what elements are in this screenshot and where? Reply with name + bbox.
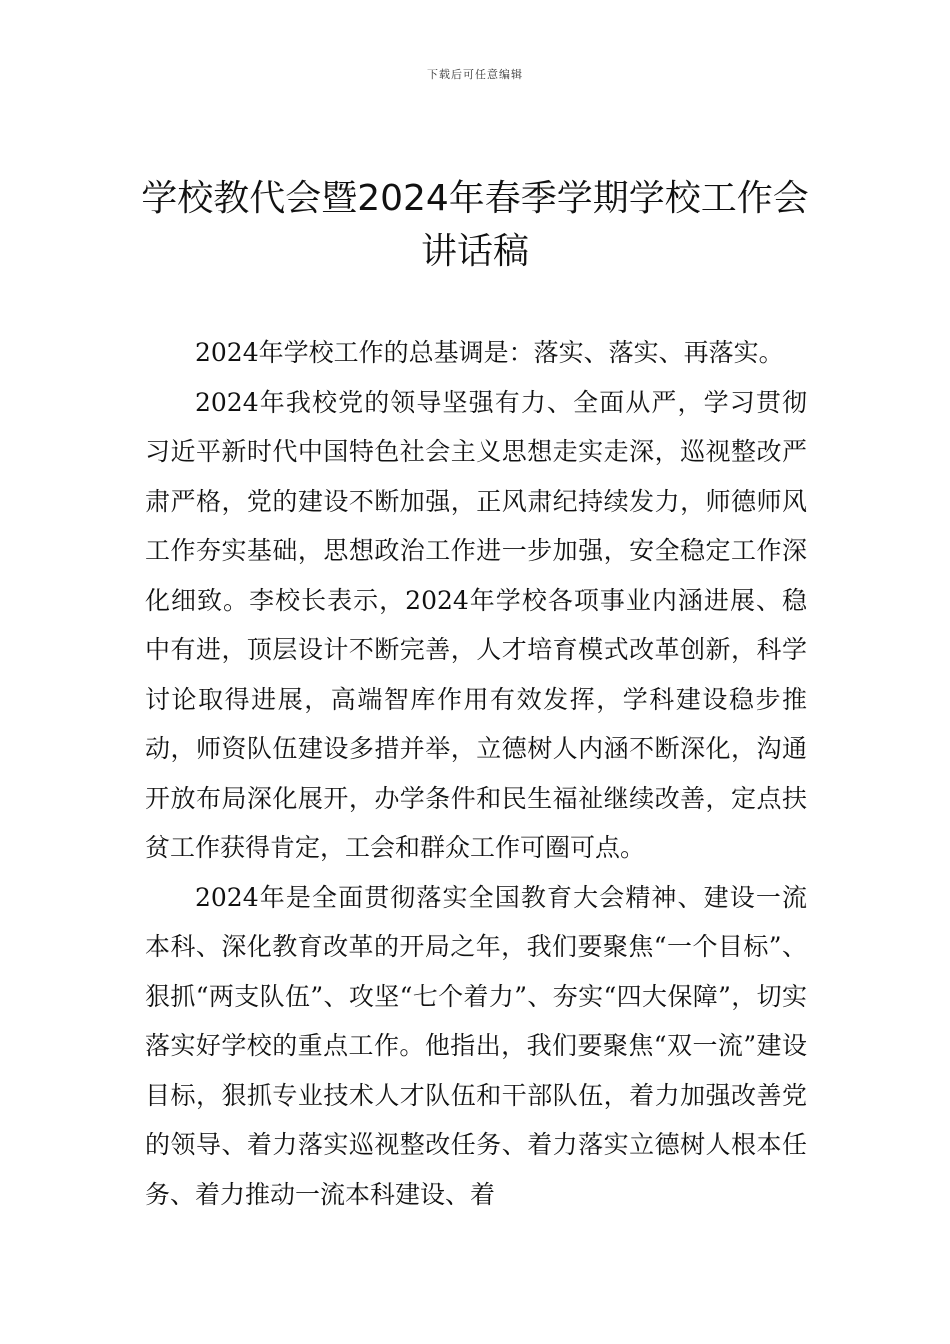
paragraph-2: 2024年我校党的领导坚强有力、全面从严，学习贯彻习近平新时代中国特色社会主义思想走实走深，巡视整改严肃严格，党的建设不断加强，正风肃纪持续发力，师德师风工作夯实基础，思想政治工作进一步加强，安全稳定工作深化细致。李校长表示，2024年学校各项事业内涵进展、稳中有进，顶层设计不断完善，人才培育模式改革创新，科学讨论取得进展，高端智库作用有效发挥，学科建设稳步推动，师资队伍建设多措并举，立德树人内涵不断深化，沟通开放布局深化展开，办学条件和民生福祉继续改善，定点扶贫工作获得肯定，工会和群众工作可圈可点。: [145, 387, 807, 862]
header-note: 下载后可任意编辑: [427, 68, 523, 81]
paragraph-3: 2024年是全面贯彻落实全国教育大会精神、建设一流本科、深化教育改革的开局之年，我们要聚焦“一个目标”、狠抓“两支队伍”、攻坚“七个着力”、夯实“四大保障”，切实落实好学校的重点工作。他指出，我们要聚焦“双一流”建设目标，狠抓专业技术人才队伍和干部队伍，着力加强改善党的领导、着力落实巡视整改任务、着力落实立德树人根本任务、着力推动一流本科建设、着: [145, 882, 807, 1209]
paragraph-1: 2024年学校工作的总基调是：落实、落实、再落实。: [195, 338, 784, 367]
document-title: 学校教代会暨2024年春季学期学校工作会讲话稿: [141, 178, 809, 272]
document-body: [145, 328, 807, 1219]
